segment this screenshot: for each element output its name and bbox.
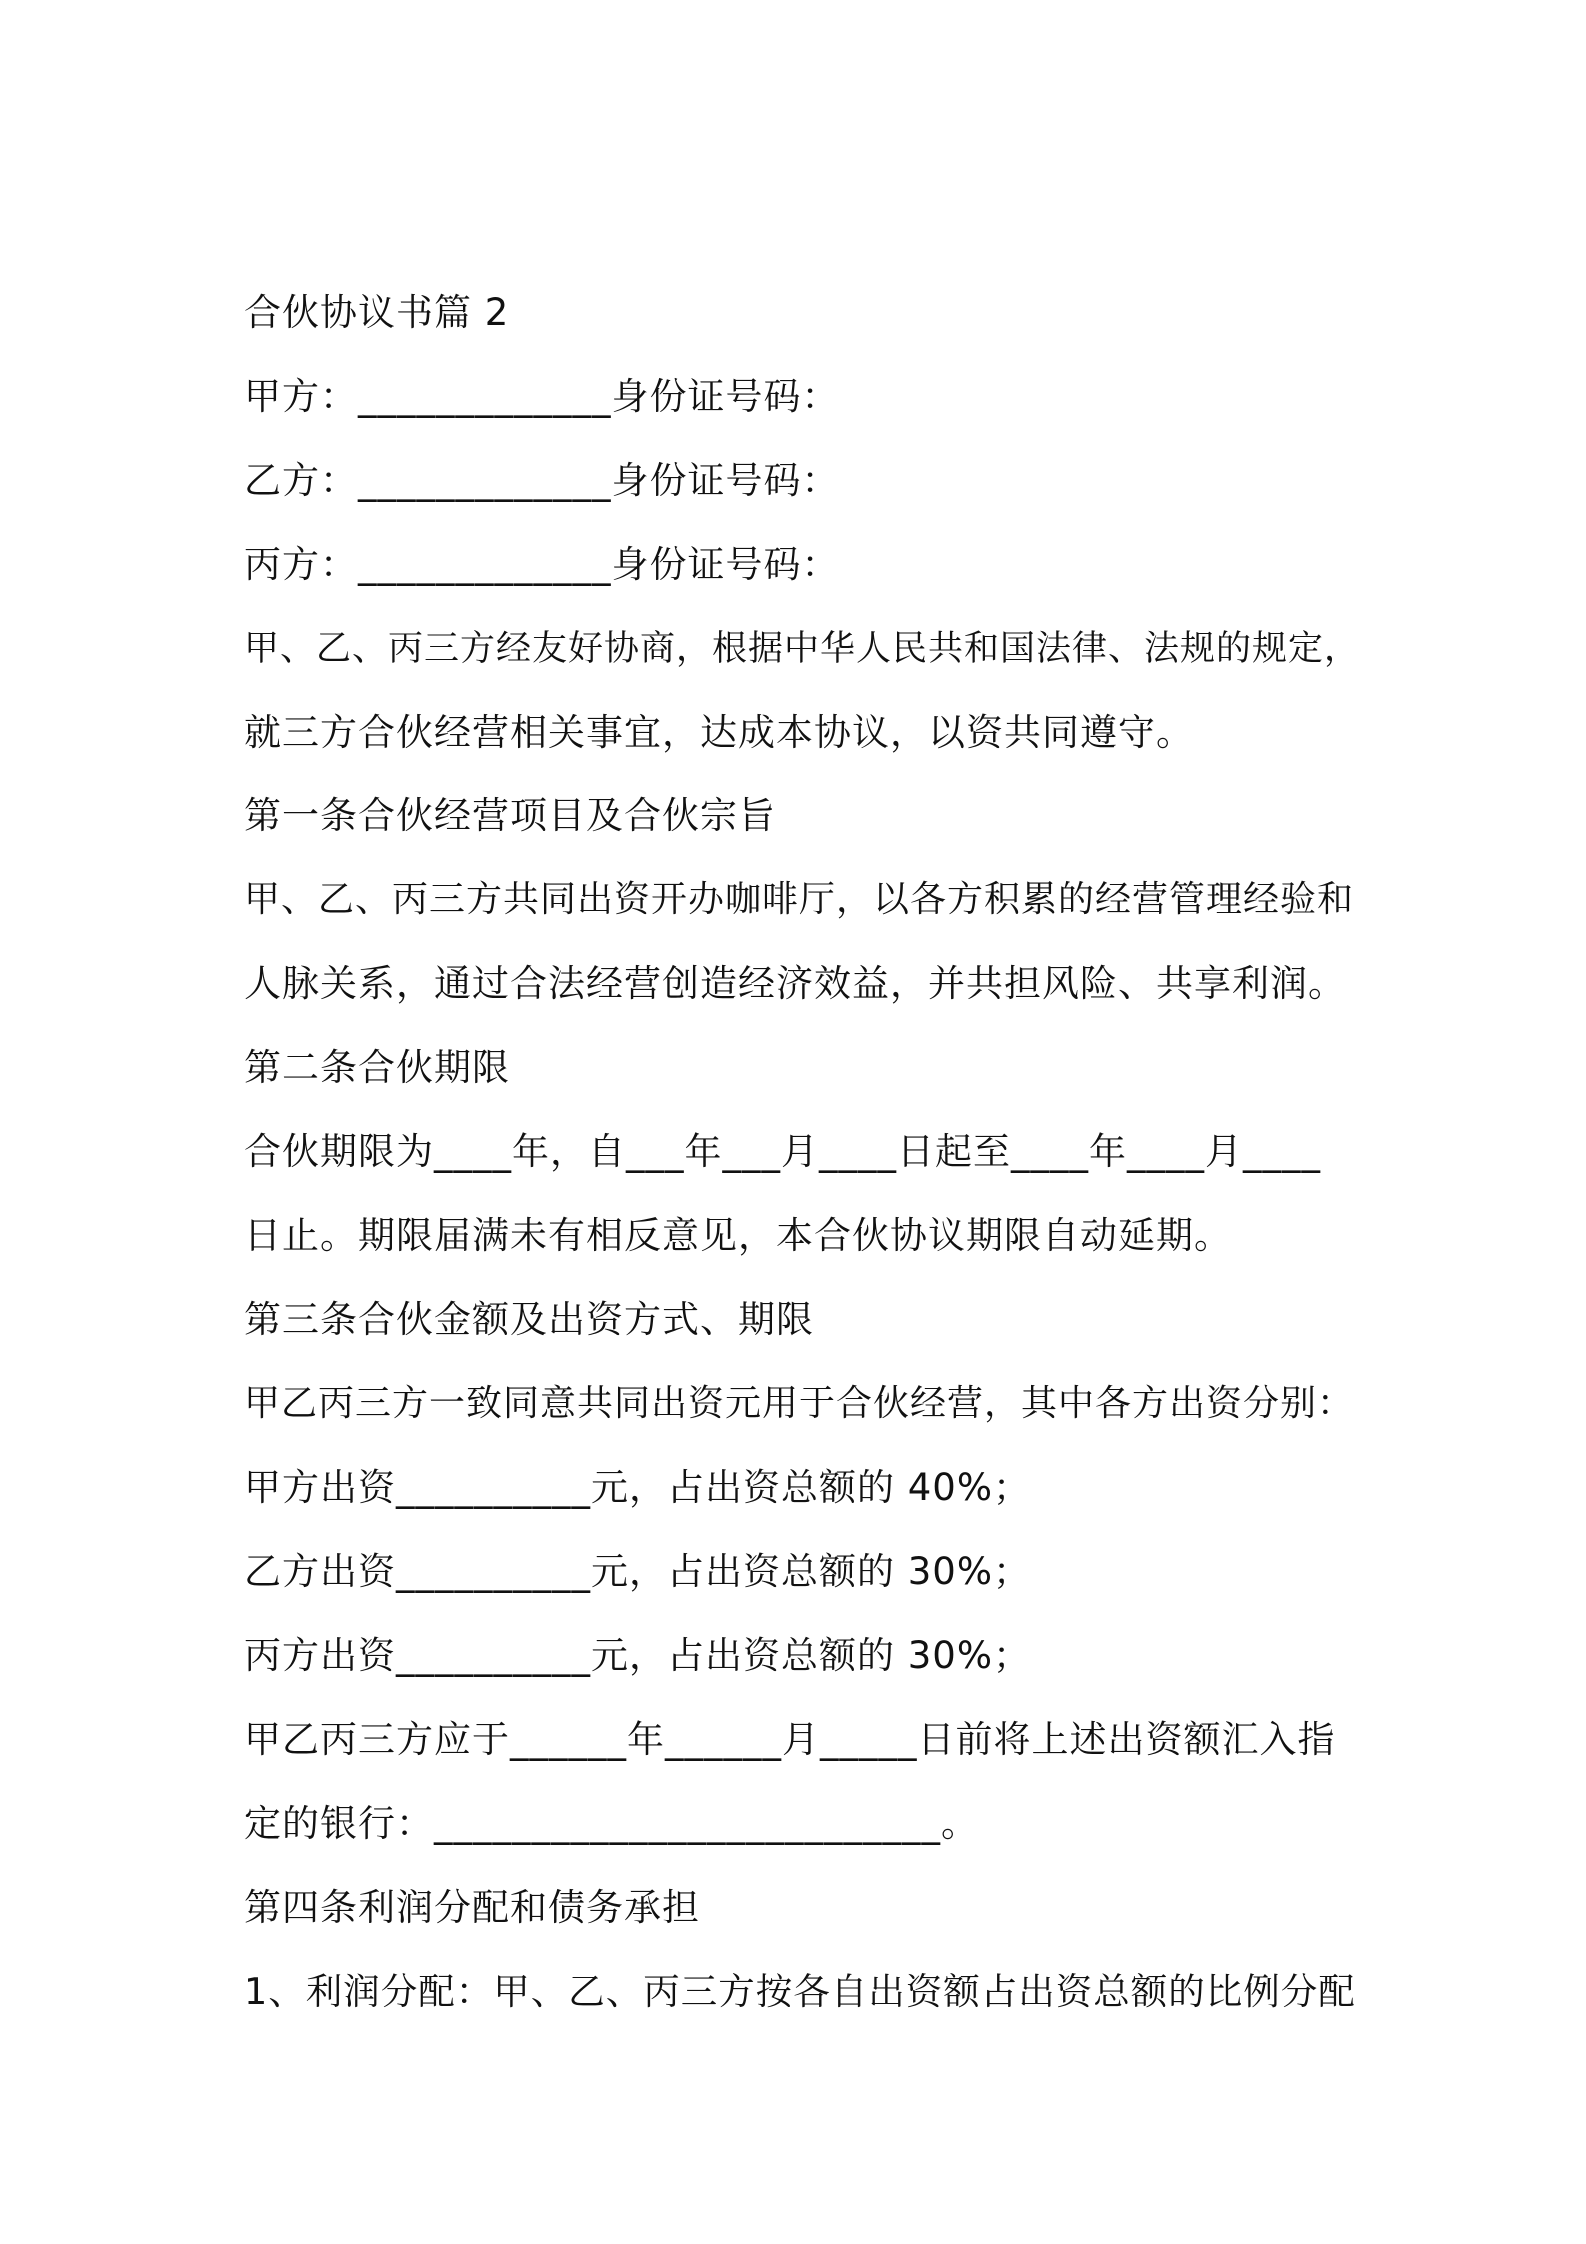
party-b-contribution: 乙方出资__________元，占出资总额的 30%； xyxy=(244,1550,1031,1593)
article-1-text-1: 甲、乙、丙三方共同出资开办咖啡厅，以各方积累的经营管理经验和 xyxy=(244,879,1355,920)
payment-deadline-line-2: 定的银行：__________________________。 xyxy=(244,1802,979,1845)
article-2-heading: 第二条合伙期限 xyxy=(244,1046,510,1089)
document-title: 合伙协议书篇 2 xyxy=(244,291,510,334)
article-4-heading: 第四条利润分配和债务承担 xyxy=(244,1886,700,1929)
preamble-line-1: 甲、乙、丙三方经友好协商，根据中华人民共和国法律、法规的规定， xyxy=(244,629,1361,669)
article-1-heading: 第一条合伙经营项目及合伙宗旨 xyxy=(244,794,776,837)
party-c-contribution: 丙方出资__________元，占出资总额的 30%； xyxy=(244,1634,1031,1677)
party-b-line: 乙方：_____________身份证号码： xyxy=(244,459,840,502)
article-2-text-1: 合伙期限为____年，自___年___月____日起至____年____月____ xyxy=(244,1130,1321,1173)
party-a-contribution: 甲方出资__________元，占出资总额的 40%； xyxy=(244,1466,1031,1509)
article-3-text: 甲乙丙三方一致同意共同出资元用于合伙经营，其中各方出资分别： xyxy=(244,1383,1355,1424)
article-2-text-2: 日止。期限届满未有相反意见，本合伙协议期限自动延期。 xyxy=(244,1214,1232,1257)
party-c-line: 丙方：_____________身份证号码： xyxy=(244,543,840,586)
payment-deadline-line-1: 甲乙丙三方应于______年______月_____日前将上述出资额汇入指 xyxy=(244,1718,1336,1761)
profit-distribution-line: 1、利润分配：甲、乙、丙三方按各自出资额占出资总额的比例分配 xyxy=(244,1970,1356,2013)
article-3-heading: 第三条合伙金额及出资方式、期限 xyxy=(244,1298,814,1341)
article-1-text-2: 人脉关系，通过合法经营创造经济效益，并共担风险、共享利润。 xyxy=(244,962,1346,1005)
preamble-line-2: 就三方合伙经营相关事宜，达成本协议，以资共同遵守。 xyxy=(244,711,1194,754)
party-a-line: 甲方：_____________身份证号码： xyxy=(244,375,840,418)
